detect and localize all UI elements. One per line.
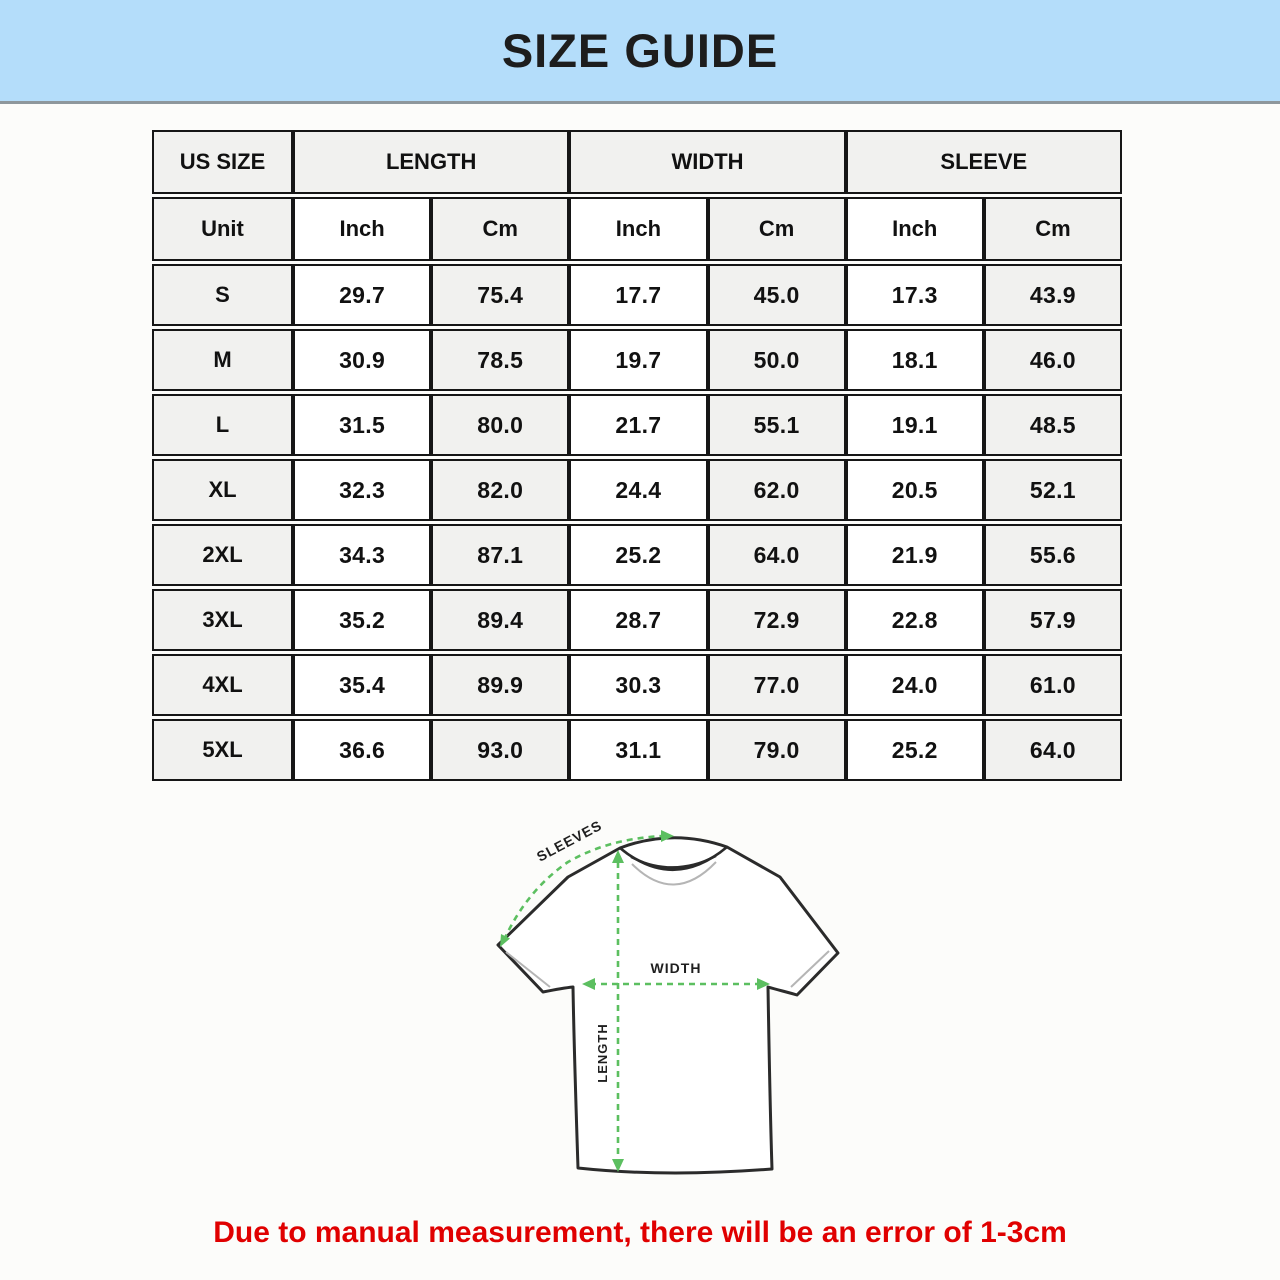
value-cell: 31.5	[293, 394, 431, 456]
value-cell: 25.2	[846, 719, 984, 781]
value-cell: 19.1	[846, 394, 984, 456]
size-guide-banner	[0, 0, 1280, 104]
value-cell: 64.0	[984, 719, 1122, 781]
table-header-length: LENGTH	[293, 130, 569, 194]
unit-cell: Inch	[569, 197, 707, 261]
value-cell: 43.9	[984, 264, 1122, 326]
value-cell: 18.1	[846, 329, 984, 391]
value-cell: 55.6	[984, 524, 1122, 586]
value-cell: 31.1	[569, 719, 707, 781]
unit-cell: Inch	[293, 197, 431, 261]
width-label: WIDTH	[650, 960, 702, 976]
value-cell: 62.0	[708, 459, 846, 521]
measurement-note: Due to manual measurement, there will be an error of 1-3cm	[213, 1216, 1067, 1249]
value-cell: 61.0	[984, 654, 1122, 716]
value-cell: 89.4	[431, 589, 569, 651]
value-cell: 89.9	[431, 654, 569, 716]
value-cell: 55.1	[708, 394, 846, 456]
value-cell: 32.3	[293, 459, 431, 521]
value-cell: 87.1	[431, 524, 569, 586]
value-cell: 79.0	[708, 719, 846, 781]
size-label-cell: L	[152, 394, 293, 456]
value-cell: 80.0	[431, 394, 569, 456]
value-cell: 24.0	[846, 654, 984, 716]
value-cell: 45.0	[708, 264, 846, 326]
value-cell: 77.0	[708, 654, 846, 716]
tshirt-outline	[498, 838, 838, 1173]
unit-cell: Cm	[984, 197, 1122, 261]
size-label-cell: M	[152, 329, 293, 391]
value-cell: 57.9	[984, 589, 1122, 651]
unit-label-cell: Unit	[152, 197, 293, 261]
value-cell: 46.0	[984, 329, 1122, 391]
sleeves-label: SLEEVES	[533, 816, 605, 865]
size-label-cell: 5XL	[152, 719, 293, 781]
value-cell: 17.3	[846, 264, 984, 326]
unit-cell: Cm	[708, 197, 846, 261]
value-cell: 22.8	[846, 589, 984, 651]
value-cell: 21.9	[846, 524, 984, 586]
table-header-sleeve: SLEEVE	[846, 130, 1122, 194]
size-label-cell: XL	[152, 459, 293, 521]
value-cell: 19.7	[569, 329, 707, 391]
size-label-cell: 2XL	[152, 524, 293, 586]
table-header-us-size: US SIZE	[152, 130, 293, 194]
value-cell: 17.7	[569, 264, 707, 326]
value-cell: 35.4	[293, 654, 431, 716]
size-label-cell: 3XL	[152, 589, 293, 651]
value-cell: 36.6	[293, 719, 431, 781]
value-cell: 50.0	[708, 329, 846, 391]
value-cell: 64.0	[708, 524, 846, 586]
value-cell: 25.2	[569, 524, 707, 586]
value-cell: 75.4	[431, 264, 569, 326]
size-table	[152, 130, 1122, 781]
value-cell: 78.5	[431, 329, 569, 391]
value-cell: 72.9	[708, 589, 846, 651]
value-cell: 93.0	[431, 719, 569, 781]
size-label-cell: S	[152, 264, 293, 326]
page-title: SIZE GUIDE	[501, 24, 779, 77]
value-cell: 30.3	[569, 654, 707, 716]
unit-cell: Inch	[846, 197, 984, 261]
size-label-cell: 4XL	[152, 654, 293, 716]
value-cell: 35.2	[293, 589, 431, 651]
value-cell: 82.0	[431, 459, 569, 521]
value-cell: 30.9	[293, 329, 431, 391]
value-cell: 29.7	[293, 264, 431, 326]
value-cell: 34.3	[293, 524, 431, 586]
value-cell: 52.1	[984, 459, 1122, 521]
unit-cell: Cm	[431, 197, 569, 261]
length-label: LENGTH	[595, 1023, 610, 1083]
value-cell: 48.5	[984, 394, 1122, 456]
table-header-width: WIDTH	[569, 130, 845, 194]
value-cell: 24.4	[569, 459, 707, 521]
tshirt-diagram	[460, 800, 900, 1200]
value-cell: 21.7	[569, 394, 707, 456]
value-cell: 28.7	[569, 589, 707, 651]
value-cell: 20.5	[846, 459, 984, 521]
